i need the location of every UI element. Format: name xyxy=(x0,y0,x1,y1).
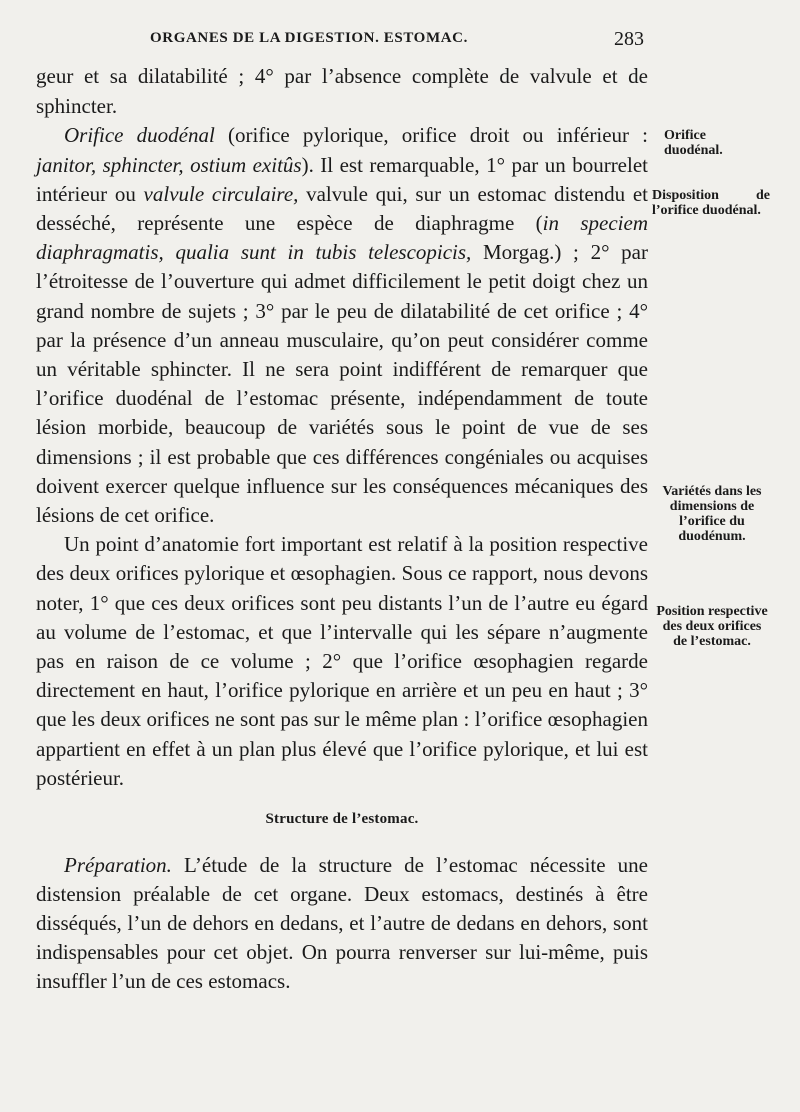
page-number: 283 xyxy=(614,28,644,50)
margin-note-varietes: Variétés dans les dimensions de l’orifice du duodénum. xyxy=(662,484,762,544)
margin-note-disposition: Disposition de l’orifice duodénal. xyxy=(652,188,770,218)
margin-note-orifice-duodenal: Orifice duodénal. xyxy=(664,128,723,158)
text-run: L’étude de la structure de l’estomac nécessite une distension préalable de cet organe. Deux estomacs, destinés à être disséqués, l’un de dehors en dedans, et l’autre de dedans en dehors, sont indispensables pour cet objet. On pourra renverser sur lui-même, puis insuffler l’un de ces estomacs. xyxy=(36,853,648,994)
text-run: ). Il est remarquable, 1° par un bourrelet intérieur ou xyxy=(36,152,648,206)
paragraph-preparation xyxy=(36,851,648,996)
latin-quotation: in speciem diaphragmatis, qualia sunt in tubis telescopicis, xyxy=(36,211,648,265)
text-run: Morgag.) ; 2° par l’étroitesse de l’ouverture qui admet difficilement le petit doigt chez un grand nombre de sujets ; 3° par le peu de dilatabilité de cet orifice ; 4° par la présence d’un anneau musculaire, qu’on peut considérer comme un véritable sphincter. Il ne sera point indifférent de remarquer que l’orifice duodénal de l’estomac présente, indépendamment de toute lésion morbide, beaucoup de variétés sous le point de vue de ses dimensions ; il est probable que ces différences congéniales ou acquises doivent exercer quelque influence sur les conséquences mécaniques des lésions de cet orifice. xyxy=(36,240,648,528)
section-heading: Structure de l’estomac. xyxy=(265,811,419,828)
term-orifice-duodenal: Orifice duodénal xyxy=(64,123,215,148)
term-preparation: Préparation. xyxy=(64,853,172,878)
text-run: (orifice pylorique, orifice droit ou inférieur : xyxy=(214,123,648,148)
paragraph-continuation: geur et sa dilatabilité ; 4° par l’absence complète de valvule et de sphincter. xyxy=(36,64,648,118)
paragraph-position-orifices: Un point d’anatomie fort important est relatif à la position respective des deux orifices pylorique et œsophagien. Sous ce rapport, nous devons noter, 1° que ces deux orifices sont peu distants l’un de l’autre eu égard au volume de l’estomac, et que l’intervalle qui les sépare n’augmente pas en raison de ce volume ; 2° que l’orifice œsophagien regarde directement en haut, l’orifice pylorique en arrière et un peu en haut ; 3° que les deux orifices ne sont pas sur le même plan : l’orifice œsophagien appartient en effet à un plan plus élevé que l’orifice pylorique, et lui est postérieur. xyxy=(36,532,648,790)
margin-note-position: Position respective des deux orifices de l’estomac. xyxy=(656,604,768,649)
running-title: ORGANES DE LA DIGESTION. ESTOMAC. xyxy=(150,30,468,46)
latin-synonyms: janitor, sphincter, ostium exitûs xyxy=(36,152,302,177)
term-valvule-circulaire: valvule circulaire, xyxy=(143,181,299,206)
body-text xyxy=(36,62,648,996)
running-header xyxy=(150,28,644,56)
paragraph-orifice-duodenal xyxy=(36,121,648,530)
text-run: valvule qui, sur un estomac distendu et desséché, représente une espèce de diaphragme ( xyxy=(36,181,648,236)
